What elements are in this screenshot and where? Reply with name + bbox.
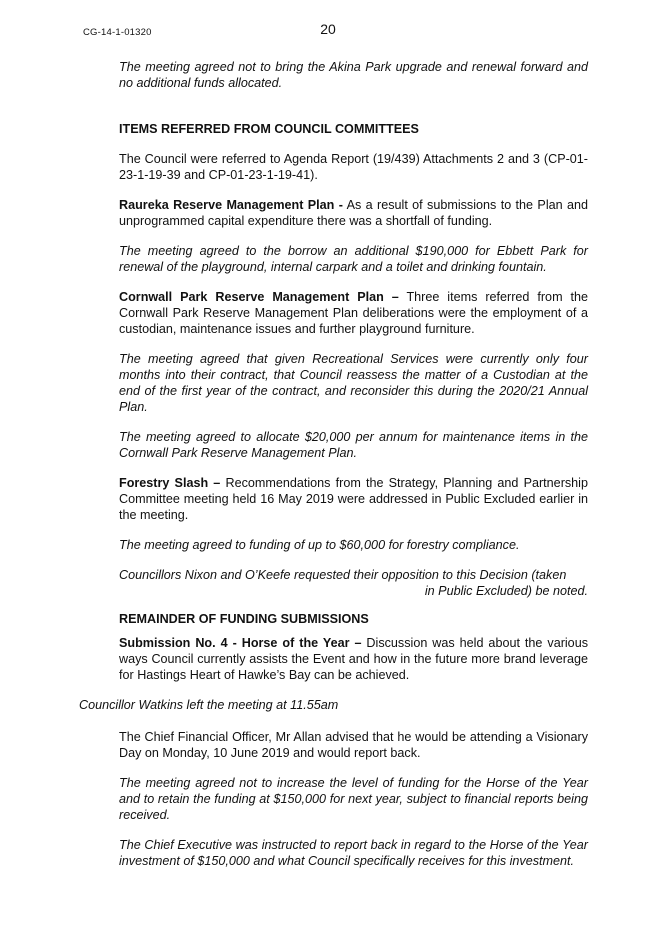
subheading-forestry: Forestry Slash –: [119, 476, 221, 490]
note-opposition-line-1: Councillors Nixon and O’Keefe requested their opposition to this Decision (taken: [119, 568, 567, 582]
paragraph-agenda-report: The Council were referred to Agenda Report (19/439) Attachments 2 and 3 (CP-01-23-1-19-39 and CP-01-23-1-19-41).: [119, 152, 588, 182]
resolution-report-back: The Chief Executive was instructed to report back in regard to the Horse of the Year investment of $150,000 and what Council specifically receives for this investment.: [119, 838, 588, 868]
paragraph-raureka-text: As a result of submissions to the Plan and unprogrammed capital expenditure there was a shortfall of funding.: [119, 198, 588, 228]
paragraph-cfo-advice: The Chief Financial Officer, Mr Allan advised that he would be attending a Visionary Day on Monday, 10 June 2019 and would report back.: [119, 730, 588, 760]
section-heading-remainder: REMAINDER OF FUNDING SUBMISSIONS: [119, 612, 369, 626]
document-body: [79, 59, 588, 869]
resolution-forestry: The meeting agreed to funding of up to $60,000 for forestry compliance.: [119, 538, 520, 552]
note-opposition-line-2: in Public Excluded) be noted.: [424, 584, 588, 598]
subheading-submission-4: Submission No. 4 - Horse of the Year –: [119, 636, 362, 650]
note-councillor-left: Councillor Watkins left the meeting at 11.55am: [79, 698, 339, 712]
paragraph-raureka-reserve: [119, 197, 588, 229]
paragraph-forestry-text: Recommendations from the Strategy, Planning and Partnership Committee meeting held 16 May 2019 were addressed in Public Excluded earlier in the meeting.: [119, 476, 588, 522]
resolution-custodian: The meeting agreed that given Recreational Services were currently only four months into their contract, that Council reassess the matter of a Custodian at the end of the first year of the contract, and reconsider this during the 2020/21 Annual Plan.: [119, 352, 588, 414]
document-reference: CG-14-1-01320: [83, 27, 152, 38]
paragraph-forestry-slash: [119, 475, 588, 523]
paragraph-horse-of-the-year: [119, 635, 588, 683]
subheading-cornwall: Cornwall Park Reserve Management Plan –: [119, 290, 399, 304]
subheading-raureka: Raureka Reserve Management Plan -: [119, 198, 343, 212]
resolution-horse-funding: The meeting agreed not to increase the level of funding for the Horse of the Year and to retain the funding at $150,000 for next year, subject to financial reports being received.: [119, 776, 588, 822]
paragraph-cornwall-park: [119, 289, 588, 337]
resolution-akina-park: The meeting agreed not to bring the Akina Park upgrade and renewal forward and no additional funds allocated.: [119, 60, 588, 90]
paragraph-cornwall-text: Three items referred from the Cornwall Park Reserve Management Plan deliberations were the employment of a custodian, maintenance issues and further playground furniture.: [119, 290, 588, 336]
resolution-ebbett-park: The meeting agreed to the borrow an additional $190,000 for Ebbett Park for renewal of the playground, internal carpark and a toilet and drinking fountain.: [119, 244, 588, 274]
section-heading-items-referred: ITEMS REFERRED FROM COUNCIL COMMITTEES: [119, 122, 419, 136]
paragraph-submission-text: Discussion was held about the various ways Council currently assists the Event and how in the future more brand leverage for Hastings Heart of Hawke’s Bay can be achieved.: [119, 636, 588, 682]
resolution-maintenance: The meeting agreed to allocate $20,000 per annum for maintenance items in the Cornwall Park Reserve Management Plan.: [119, 430, 588, 460]
page-number: 20: [320, 21, 336, 37]
